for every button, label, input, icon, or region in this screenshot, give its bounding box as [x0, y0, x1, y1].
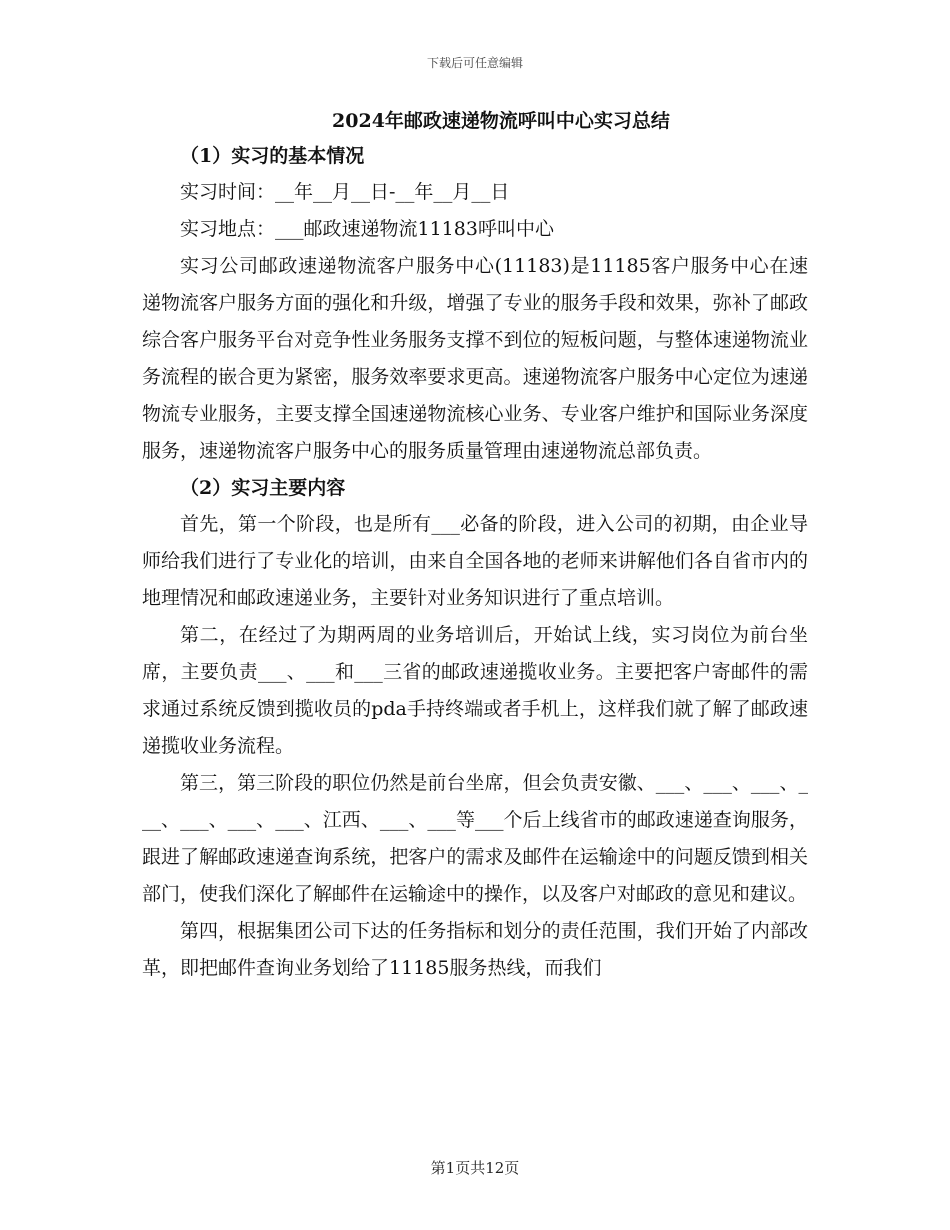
section-heading-main-content: （2）实习主要内容 [180, 477, 346, 499]
paragraph-company-intro: 实习公司邮政速递物流客户服务中心(11183)是11185客户服务中心在速递物流客户服务方面的强化和升级，增强了专业的服务手段和效果，弥补了邮政综合客户服务平台对竞争性业务服务支撑不到位的短板问题，与整体速递物流业务流程的嵌合更为紧密，服务效率要求更高。速递物流客户服务中心定位为速递物流专业服务，主要支撑全国速递物流核心业务、专业客户维护和国际业务深度服务，速递物流客户服务中心的服务质量管理由速递物流总部负责。 [142, 255, 808, 462]
section-heading-basic-info: （1）实习的基本情况 [180, 145, 365, 167]
document-body [142, 108, 808, 987]
internship-time-line: 实习时间：__年__月__日-__年__月__日 [180, 181, 510, 203]
document-title: 2024年邮政速递物流呼叫中心实习总结 [332, 110, 670, 132]
internship-place-line: 实习地点：___邮政速递物流11183呼叫中心 [180, 218, 554, 240]
paragraph-stage-one: 首先，第一个阶段，也是所有___必备的阶段，进入公司的初期，由企业导师给我们进行了专业化的培训，由来自全国各地的老师来讲解他们各自省市内的地理情况和邮政速递业务，主要针对业务知识进行了重点培训。 [142, 513, 808, 609]
page-number-footer: 第1页共12页 [430, 1159, 520, 1177]
paragraph-stage-three: 第三，第三阶段的职位仍然是前台坐席，但会负责安徽、___、___、___、___、___、___、___、江西、___、___等___个后上线省市的邮政速递查询服务，跟进了解邮政速递查询系统，把客户的需求及邮件在运输途中的问题反馈到相关部门，使我们深化了解邮件在运输途中的操作，以及客户对邮政的意见和建议。 [142, 772, 808, 905]
page-header-note: 下载后可任意编辑 [426, 56, 523, 70]
paragraph-stage-two: 第二，在经过了为期两周的业务培训后，开始试上线，实习岗位为前台坐席，主要负责___、___和___三省的邮政速递揽收业务。主要把客户寄邮件的需求通过系统反馈到揽收员的pda手持终端或者手机上，这样我们就了解了邮政速递揽收业务流程。 [142, 624, 808, 757]
paragraph-stage-four: 第四，根据集团公司下达的任务指标和划分的责任范围，我们开始了内部改革，即把邮件查询业务划给了11185服务热线，而我们 [142, 920, 808, 979]
